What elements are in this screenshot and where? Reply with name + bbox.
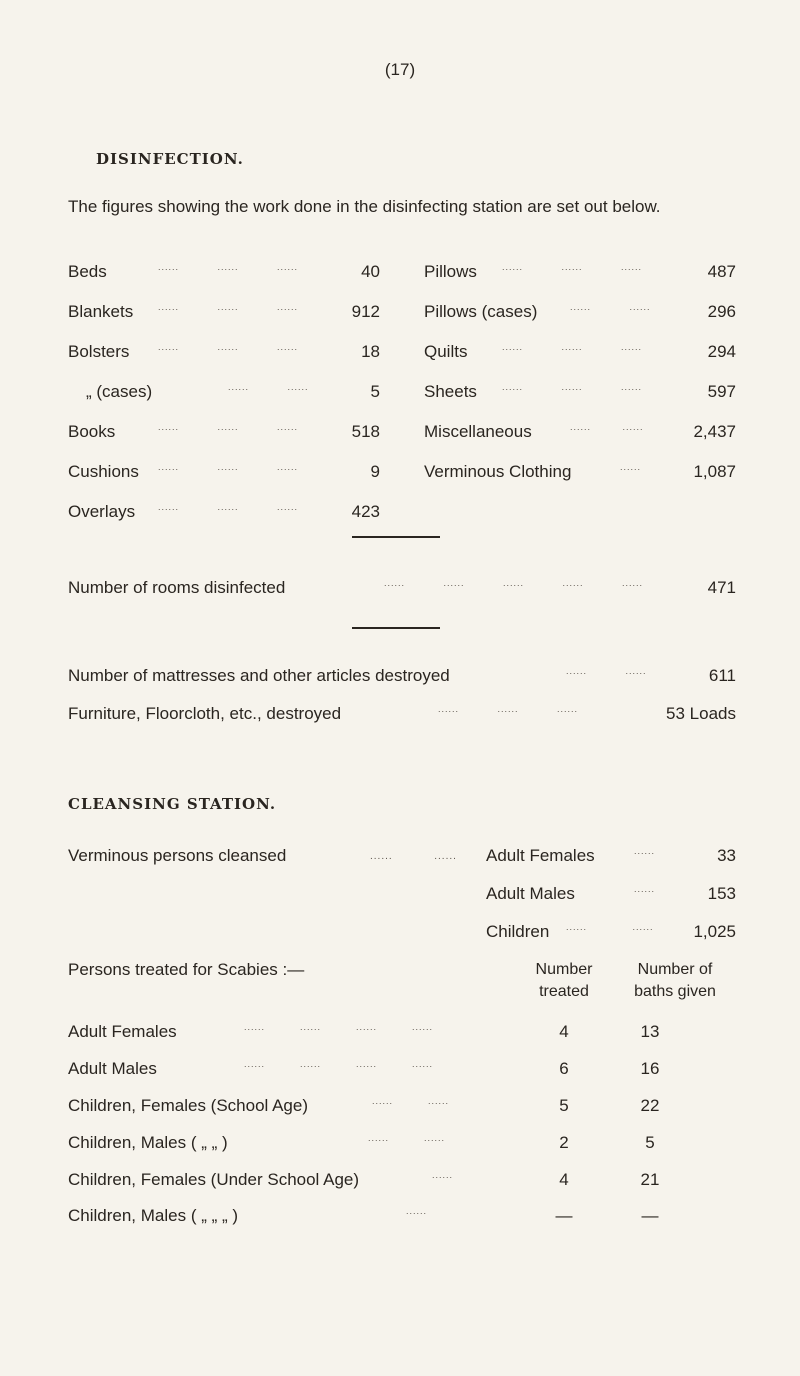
item-label: Beds (68, 262, 107, 281)
table-row (68, 1170, 738, 1194)
verminous-item (486, 846, 736, 870)
leader-dots: ...... ...... (372, 1096, 450, 1106)
row-label: Children, Males ( „ „ „ ) (68, 1206, 239, 1225)
item-label: Blankets (68, 302, 134, 321)
list-item (68, 262, 380, 286)
leader-dots: ...... (634, 884, 656, 894)
table-row (68, 1096, 738, 1120)
destroyed-value: 611 (708, 666, 736, 685)
leader-dots: ...... ...... ...... (158, 262, 299, 272)
item-value: 18 (361, 342, 380, 361)
leader-dots: ...... ...... ...... (158, 342, 299, 352)
leader-dots: ...... ...... ...... (438, 704, 579, 714)
column-header-treated (504, 959, 624, 1003)
leader-dots: ...... ...... ...... (158, 422, 299, 432)
item-value: 518 (351, 422, 380, 441)
leader-dots: ...... ...... ...... (158, 462, 299, 472)
leader-dots: ...... ...... ...... (502, 382, 643, 392)
leader-dots: ...... ...... ...... ...... ...... (384, 578, 644, 588)
item-label: Quilts (424, 342, 468, 361)
cleansing-heading: CLEANSING STATION. (68, 795, 277, 813)
leader-dots: ...... ...... (368, 1133, 446, 1143)
column-header-baths (612, 959, 738, 1003)
baths-value: — (641, 1206, 659, 1225)
rooms-label: Number of rooms disinfected (68, 578, 286, 597)
item-value: 597 (707, 382, 736, 401)
destroyed-value: 53 Loads (666, 704, 736, 723)
row-label: Children, Females (School Age) (68, 1096, 309, 1115)
list-item (68, 462, 380, 486)
row-label: Children, Females (Under School Age) (68, 1170, 360, 1189)
divider-rule (352, 627, 440, 629)
item-value: 153 (707, 884, 736, 903)
row-label: Adult Females (68, 1022, 177, 1041)
item-value: 423 (351, 502, 380, 521)
treated-value: 4 (559, 1170, 569, 1189)
column-header-line: Number (535, 961, 593, 978)
verminous-item (486, 922, 736, 946)
treated-value: 5 (559, 1096, 569, 1115)
scabies-label: Persons treated for Scabies :— (68, 960, 305, 979)
baths-value: 5 (645, 1133, 655, 1152)
leader-dots: ...... ...... (570, 422, 644, 432)
table-row (68, 1206, 738, 1230)
disinfection-heading: DISINFECTION. (96, 150, 244, 168)
item-label: Adult Males (486, 884, 575, 903)
item-label: Sheets (424, 382, 477, 401)
destroyed-label: Number of mattresses and other articles destroyed (68, 666, 450, 685)
item-value: 33 (717, 846, 736, 865)
list-item (424, 302, 736, 326)
item-value: 1,087 (693, 462, 736, 481)
destroyed-label: Furniture, Floorcloth, etc., destroyed (68, 704, 342, 723)
item-value: 40 (361, 262, 380, 281)
disinfection-intro: The figures showing the work done in the disinfecting station are set out below. (68, 197, 661, 216)
list-item (68, 342, 380, 366)
destroyed-row (68, 666, 736, 690)
item-label: Overlays (68, 502, 136, 521)
column-header-line: Number of (637, 961, 713, 978)
leader-dots: ...... (406, 1206, 428, 1216)
leader-dots: ...... (634, 846, 656, 856)
treated-value: 4 (559, 1022, 569, 1041)
treated-value: 6 (559, 1059, 569, 1078)
column-header-line: baths given (634, 983, 716, 1000)
list-item (424, 262, 736, 286)
list-item (424, 462, 736, 486)
item-value: 296 (707, 302, 736, 321)
item-label: „ (cases) (86, 382, 153, 401)
divider-rule (352, 536, 440, 538)
list-item (68, 422, 380, 446)
column-header-line: treated (539, 983, 589, 1000)
baths-value: 21 (640, 1170, 660, 1189)
item-value: 9 (370, 462, 380, 481)
leader-dots: ...... (620, 462, 642, 472)
leader-dots: ...... ...... ...... (158, 302, 299, 312)
leader-dots: ...... ...... (566, 666, 647, 676)
list-item (424, 422, 736, 446)
verminous-label: Verminous persons cleansed (68, 846, 287, 865)
row-label: Adult Males (68, 1059, 157, 1078)
item-label: Adult Females (486, 846, 595, 865)
item-label: Pillows (cases) (424, 302, 538, 321)
list-item (68, 382, 380, 406)
item-value: 912 (351, 302, 380, 321)
leader-dots: ...... ...... (566, 922, 654, 932)
destroyed-row (68, 704, 736, 728)
item-value: 2,437 (693, 422, 736, 441)
leader-dots: ...... ...... ...... ...... (244, 1059, 434, 1069)
verminous-item (486, 884, 736, 908)
page-number: (17) (384, 60, 416, 79)
baths-value: 13 (640, 1022, 660, 1041)
treated-value: — (555, 1206, 573, 1225)
item-value: 1,025 (693, 922, 736, 941)
leader-dots: ...... ...... (370, 851, 457, 862)
rooms-value: 471 (707, 578, 736, 597)
list-item (424, 382, 736, 406)
item-label: Miscellaneous (424, 422, 532, 441)
item-label: Verminous Clothing (424, 462, 572, 481)
leader-dots: ...... ...... ...... (158, 502, 299, 512)
item-label: Bolsters (68, 342, 130, 361)
baths-value: 16 (640, 1059, 660, 1078)
item-label: Pillows (424, 262, 477, 281)
table-row (68, 1022, 738, 1046)
list-item (68, 302, 380, 326)
table-row (68, 1133, 738, 1157)
baths-value: 22 (640, 1096, 660, 1115)
leader-dots: ...... ...... ...... (502, 342, 643, 352)
leader-dots: ...... (432, 1170, 454, 1180)
item-label: Books (68, 422, 116, 441)
table-row (68, 1059, 738, 1083)
item-value: 294 (707, 342, 736, 361)
item-value: 5 (370, 382, 380, 401)
list-item (424, 342, 736, 366)
rooms-row (68, 578, 736, 602)
leader-dots: ...... ...... ...... (502, 262, 643, 272)
row-label: Children, Males ( „ „ ) (68, 1133, 228, 1152)
item-value: 487 (707, 262, 736, 281)
item-label: Children (486, 922, 550, 941)
leader-dots: ...... ...... (570, 302, 651, 312)
leader-dots: ...... ...... ...... ...... (244, 1022, 434, 1032)
item-label: Cushions (68, 462, 139, 481)
leader-dots: ...... ...... (228, 382, 309, 392)
treated-value: 2 (559, 1133, 569, 1152)
list-item (68, 502, 380, 526)
